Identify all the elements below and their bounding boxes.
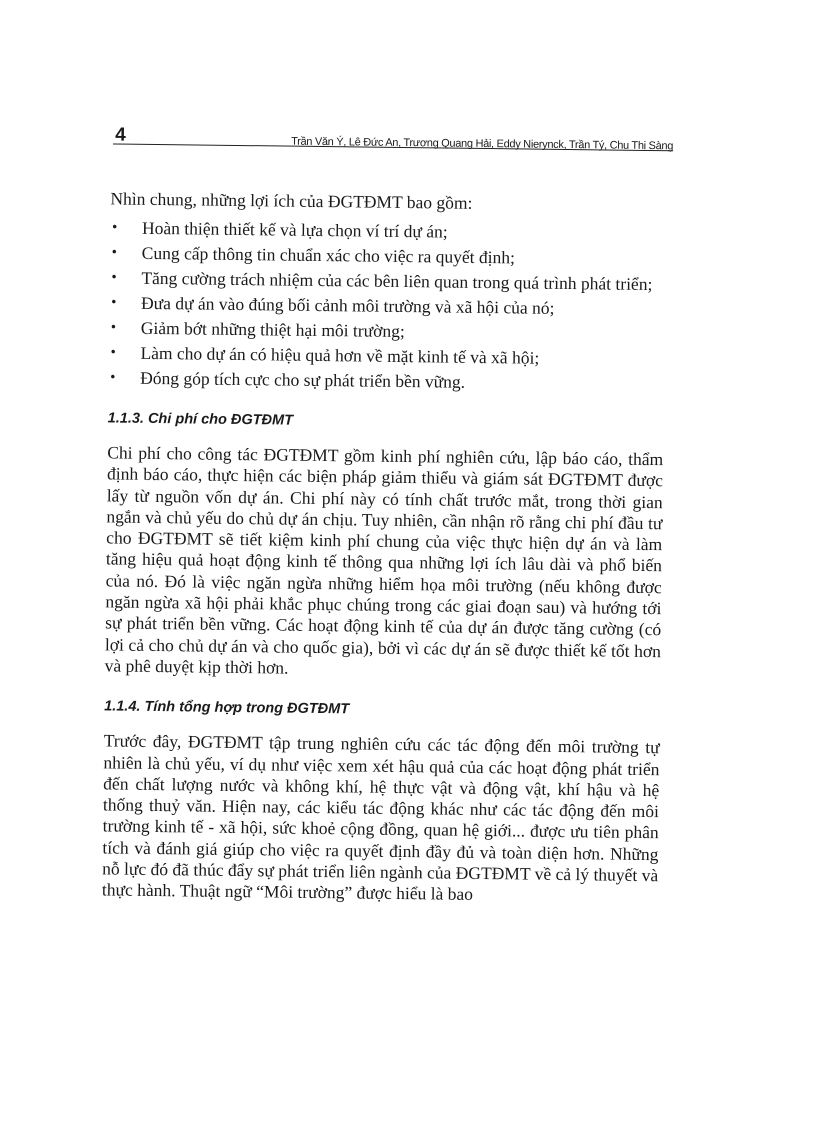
list-item: • Tăng cường trách nhiệm của các bên liên quan trong quá trình phát triển;: [109, 266, 665, 295]
page-body: [102, 186, 667, 907]
benefits-intro: Nhìn chung, những lợi ích của ĐGTĐMT bao gồm:: [110, 188, 473, 213]
page-number: 4: [115, 124, 126, 146]
list-item: • Giảm bớt những thiệt hại môi trường;: [109, 316, 665, 345]
list-item: • Làm cho dự án có hiệu quả hơn về mặt kinh tế và xã hội;: [108, 341, 664, 370]
section-heading-integration: 1.1.4. Tính tổng hợp trong ĐGTĐMT: [104, 698, 350, 718]
section-heading-cost: 1.1.3. Chi phí cho ĐGTĐMT: [107, 410, 294, 429]
list-item: • Đưa dự án vào đúng bối cảnh môi trường và xã hội của nó;: [109, 291, 665, 320]
list-item: • Cung cấp thông tin chuẩn xác cho việc ra quyết định;: [110, 241, 666, 270]
benefits-list: [108, 216, 666, 395]
list-item: • Hoàn thiện thiết kế và lựa chọn ví trí dự án;: [110, 216, 666, 245]
cost-paragraph: Chi phí cho công tác ĐGTĐMT gồm kinh phí nghiên cứu, lập báo cáo, thẩm định báo cáo, thực hiện các biện pháp giảm thiểu và giám sát ĐGTĐMT được lấy từ nguồn vốn dự án. Chi phí này có tính chất trước mắt, trong thời gian ngắn và chủ yếu do chủ dự án chịu. Tuy nhiên, cần nhận rõ rằng chi phí đầu tư cho ĐGTĐMT sẽ tiết kiệm kinh phí chung của việc thực hiện dự án và làm tăng hiệu quả hoạt động kinh tế thông qua những lợi ích lâu dài và phổ biến của nó. Đó là việc ngăn ngừa những hiểm họa môi trường (nếu không được ngăn ngừa xã hội phải khắc phục chúng trong các giai đoạn sau) và hướng tới sự phát triển bền vững. Các hoạt động kinh tế của dự án được tăng cường (có lợi cả cho chủ dự án và cho quốc gia), bởi vì các dự án sẽ được thiết kế tốt hơn và phê duyệt kịp thời hơn.: [104, 442, 664, 678]
running-header: [113, 124, 673, 155]
list-item: • Đóng góp tích cực cho sự phát triển bền vững.: [108, 366, 664, 395]
author-line: Trần Văn Ý, Lê Đức An, Trương Quang Hải, Eddy Nierynck, Trần Tý, Chu Thị Sàng: [291, 135, 674, 153]
integration-paragraph: Trước đây, ĐGTĐMT tập trung nghiên cứu các tác động đến môi trường tự nhiên là chủ yếu, ví dụ như việc xem xét hậu quả của các hoạt động phát triển đến chất lượng nước và không khí, hệ thực vật và động vật, khí hậu và hệ thống thuỷ văn. Hiện nay, các kiểu tác động khác như các tác động đến môi trường kinh tế - xã hội, sức khoẻ cộng đồng, quan hệ giới... được ưu tiên phân tích và đánh giá giúp cho việc ra quyết định đầy đủ và toàn diện hơn. Những nỗ lực đó đã thúc đẩy sự phát triển liên ngành của ĐGTĐMT về cả lý thuyết và thực hành. Thuật ngữ “Môi trường” được hiểu là bao: [101, 730, 660, 905]
